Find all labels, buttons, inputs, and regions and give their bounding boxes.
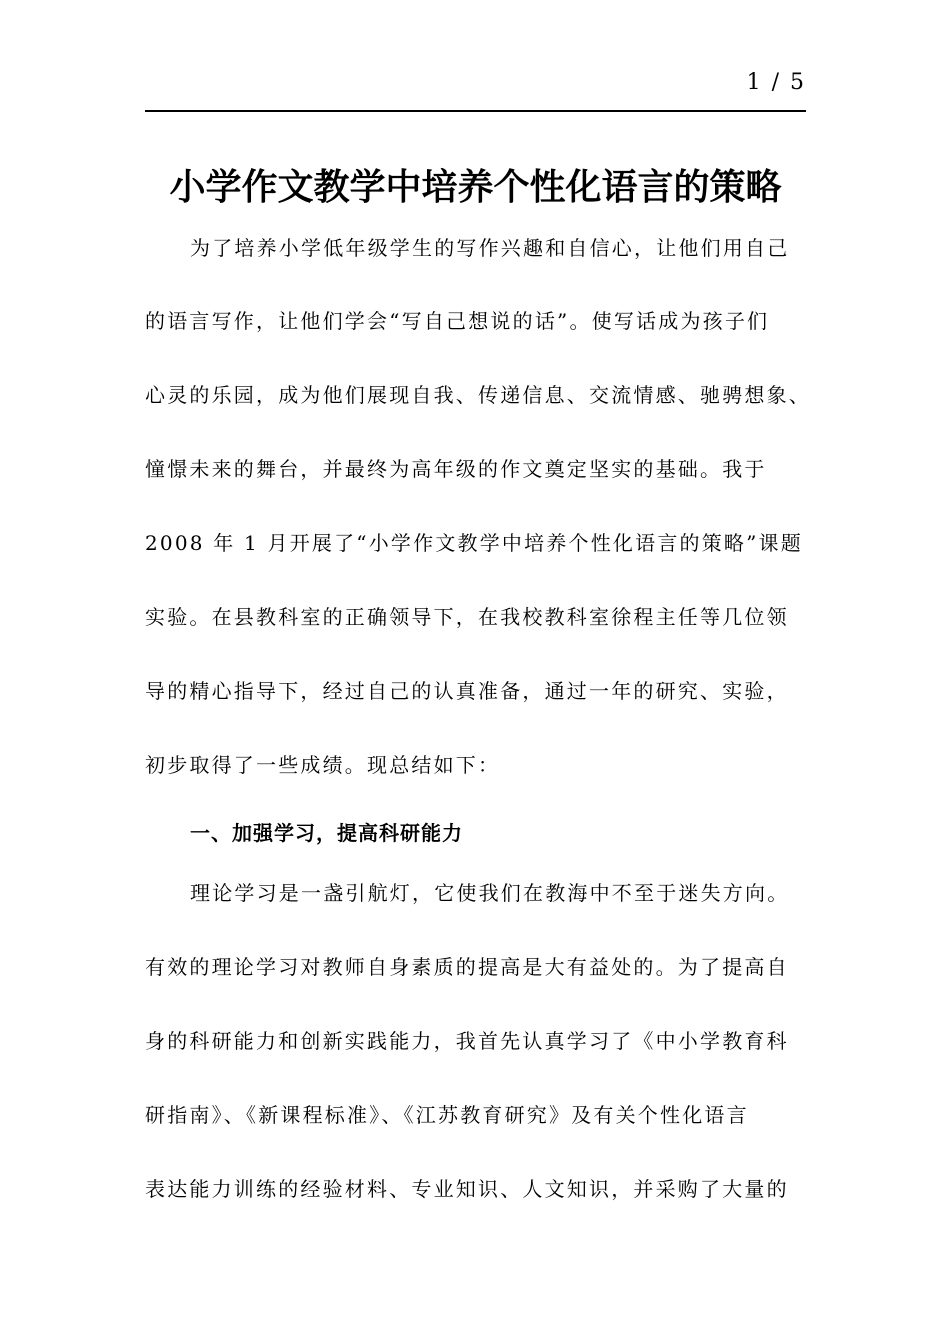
paragraph-line: 理论学习是一盏引航灯，它使我们在教海中不至于迷失方向。: [190, 881, 790, 905]
paragraph-line: 实验。在县教科室的正确领导下，在我校教科室徐程主任等几位领: [145, 605, 789, 629]
paragraph-line: 心灵的乐园，成为他们展现自我、传递信息、交流情感、驰骋想象、: [145, 383, 811, 407]
document-title: 小学作文教学中培养个性化语言的策略: [169, 167, 782, 208]
paragraph-line: 为了培养小学低年级学生的写作兴趣和自信心，让他们用自己: [190, 236, 790, 260]
header-divider: [145, 110, 806, 112]
paragraph-line: 身的科研能力和创新实践能力，我首先认真学习了《中小学教育科: [145, 1029, 789, 1053]
paragraph-line: 2008 年 1 月开展了“小学作文教学中培养个性化语言的策略”课题: [145, 531, 803, 555]
page-number: 1 / 5: [746, 70, 806, 95]
section-heading: 一、加强学习，提高科研能力: [190, 821, 463, 845]
paragraph-line: 表达能力训练的经验材料、专业知识、人文知识，并采购了大量的: [145, 1177, 789, 1201]
paragraph-line: 研指南》、《新课程标准》、《江苏教育研究》及有关个性化语言: [145, 1103, 749, 1127]
paragraph-line: 初步取得了一些成绩。现总结如下：: [145, 753, 501, 777]
paragraph-line: 导的精心指导下，经过自己的认真准备，通过一年的研究、实验，: [145, 679, 789, 703]
paragraph-line: 的语言写作，让他们学会“写自己想说的话”。使写话成为孩子们: [145, 309, 770, 333]
paragraph-line: 憧憬未来的舞台，并最终为高年级的作文奠定坚实的基础。我于: [145, 457, 767, 481]
paragraph-line: 有效的理论学习对教师自身素质的提高是大有益处的。为了提高自: [145, 955, 789, 979]
